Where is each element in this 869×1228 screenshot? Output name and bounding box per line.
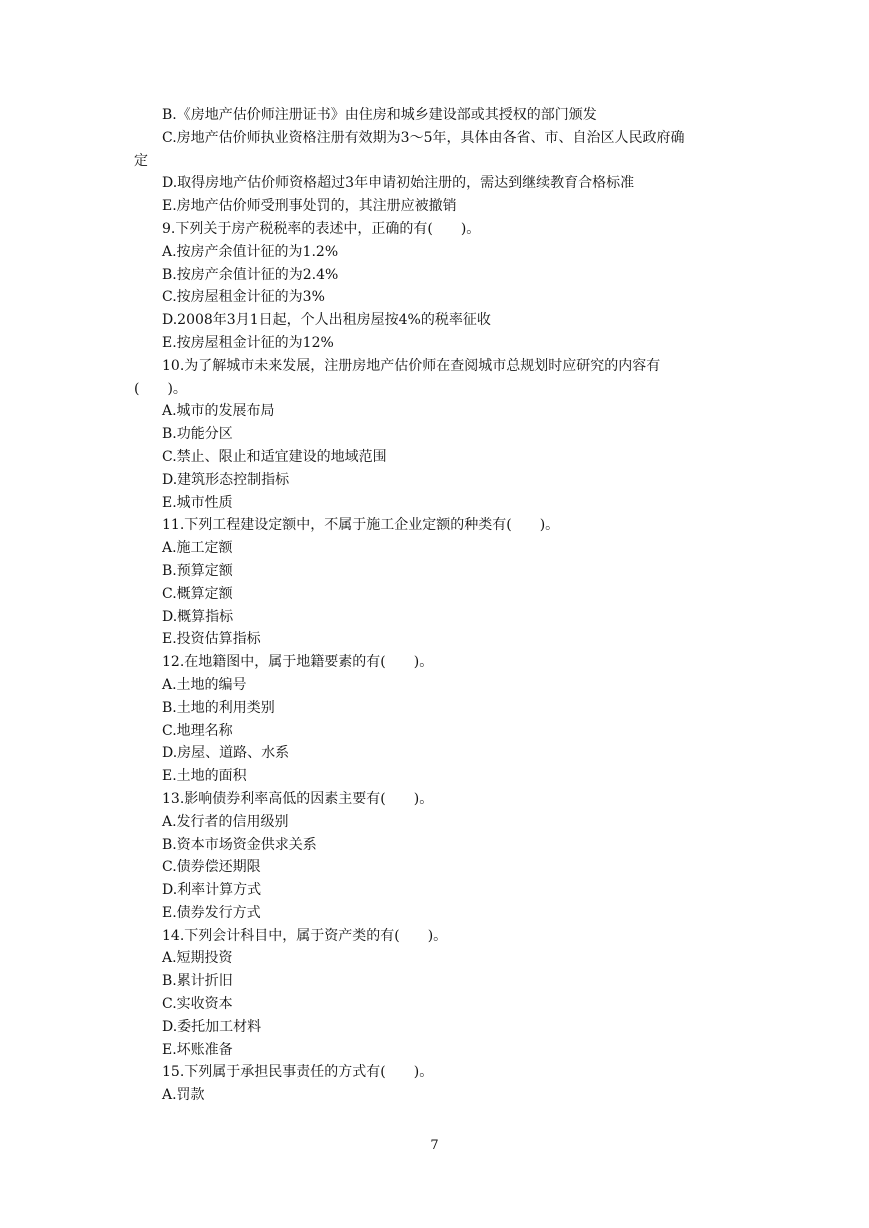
text-line: A.城市的发展布局 [162,403,275,420]
text-line: C.概算定额 [162,585,233,602]
page-number: 7 [430,1138,439,1153]
text-line: C.禁止、限止和适宜建设的地域范围 [162,448,387,465]
text-line: 14.下列会计科目中，属于资产类的有( )。 [162,927,448,944]
text-line: C.债券偿还期限 [162,859,261,876]
text-line: B.累计折旧 [162,973,233,990]
text-line: D.取得房地产估价师资格超过3年申请初始注册的，需达到继续教育合格标准 [162,175,635,192]
text-line: E.债券发行方式 [162,904,261,921]
text-line: 13.影响债券利率高低的因素主要有( )。 [162,790,434,807]
text-line: ( )。 [134,380,187,397]
text-line: B.土地的利用类别 [162,699,275,716]
text-line: 9.下列关于房产税税率的表述中，正确的有( )。 [162,220,481,237]
text-line: 12.在地籍图中，属于地籍要素的有( )。 [162,654,434,671]
text-line: E.房地产估价师受刑事处罚的，其注册应被撤销 [162,198,457,215]
text-line: D.委托加工材料 [162,1018,262,1035]
text-line: C.实收资本 [162,996,233,1013]
document-body [134,104,740,1107]
text-line: D.房屋、道路、水系 [162,745,290,762]
text-line: B.资本市场资金供求关系 [162,836,317,853]
text-line: D.2008年3月1日起，个人出租房屋按4%的税率征收 [162,312,491,329]
text-line: A.土地的编号 [162,676,247,693]
text-line: D.概算指标 [162,608,234,625]
text-line: E.投资估算指标 [162,631,261,648]
text-line: D.利率计算方式 [162,882,262,899]
text-line: C.地理名称 [162,722,233,739]
text-line: A.发行者的信用级别 [162,813,289,830]
text-line: A.短期投资 [162,950,233,967]
text-line: 10.为了解城市未来发展，注册房地产估价师在查阅城市总规划时应研究的内容有 [162,357,661,374]
text-line: E.坏账准备 [162,1041,233,1058]
text-line: E.土地的面积 [162,768,247,785]
text-line: 定 [134,152,148,169]
text-line: B.预算定额 [162,562,233,579]
text-line: C.按房屋租金计征的为3% [162,289,325,306]
text-line: D.建筑形态控制指标 [162,471,290,488]
text-line: A.按房产余值计征的为1.2% [162,243,339,260]
text-line: A.施工定额 [162,540,233,557]
text-line: B.《房地产估价师注册证书》由住房和城乡建设部或其授权的部门颁发 [162,107,597,123]
text-line: A.罚款 [162,1087,205,1104]
text-line: B.按房产余值计征的为2.4% [162,266,339,283]
text-line: 15.下列属于承担民事责任的方式有( )。 [162,1064,434,1081]
text-line: C.房地产估价师执业资格注册有效期为3～5年，具体由各省、市、自治区人民政府确 [162,129,685,146]
text-line: B.功能分区 [162,426,233,443]
text-line: 11.下列工程建设定额中，不属于施工企业定额的种类有( )。 [162,517,560,534]
text-line: E.按房屋租金计征的为12% [162,334,334,351]
text-line: E.城市性质 [162,494,233,511]
